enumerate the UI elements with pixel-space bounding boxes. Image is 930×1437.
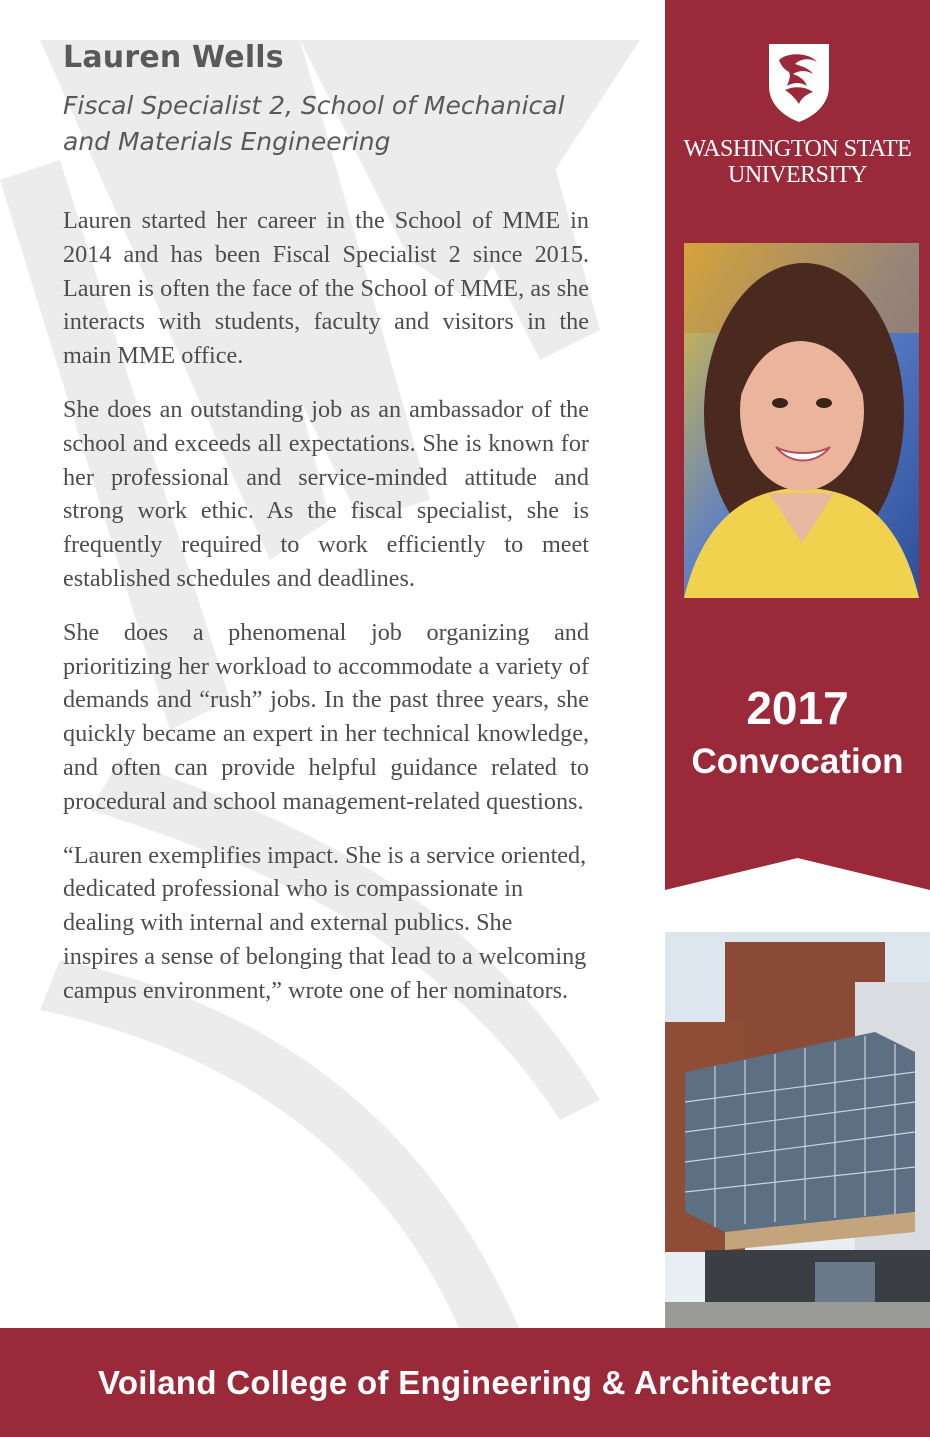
university-wordmark <box>665 136 930 188</box>
portrait-photo <box>684 243 919 598</box>
event-name: Convocation <box>691 742 904 781</box>
bio-paragraph: She does a phenomenal job organizing and prioritizing her workload to accommodate a variety of demands and “rush” jobs. In the past three years, she quickly became an expert in her technical knowledge, and often can provide helpful guidance related to procedural and school management-related questions. <box>63 618 589 815</box>
bio-paragraph: She does an outstanding job as an ambassador of the school and exceeds all expectations. She is known for her professional and service-minded attitude and strong work ethic. As the fiscal specialist, she is frequently required to work efficiently to meet established schedules and deadlines. <box>63 395 589 592</box>
building-photo <box>665 932 930 1330</box>
university-name-line2: UNIVERSITY <box>728 162 867 188</box>
university-name-line1: WASHINGTON STATE <box>683 136 912 162</box>
biography <box>63 204 589 1028</box>
wsu-cougar-shield-icon <box>765 40 833 124</box>
college-name: Voiland College of Engineering & Architecture <box>97 1364 833 1401</box>
person-title: Fiscal Specialist 2, School of Mechanical and Materials Engineering <box>63 91 565 156</box>
event-year: 2017 <box>746 682 849 734</box>
bio-paragraph: Lauren started her career in the School of MME in 2014 and has been Fiscal Specialist 2 since 2015. Lauren is often the face of the School of MME, as she interacts with students, faculty and visitors in the main MME office. <box>63 207 589 370</box>
nominator-quote: “Lauren exemplifies impact. She is a service oriented, dedicated professional who is compassionate in dealing with internal and external publics. She inspires a sense of belonging that lead to a welcoming campus environment,” wrote one of her nominators. <box>63 841 587 1004</box>
person-name: Lauren Wells <box>63 40 284 75</box>
